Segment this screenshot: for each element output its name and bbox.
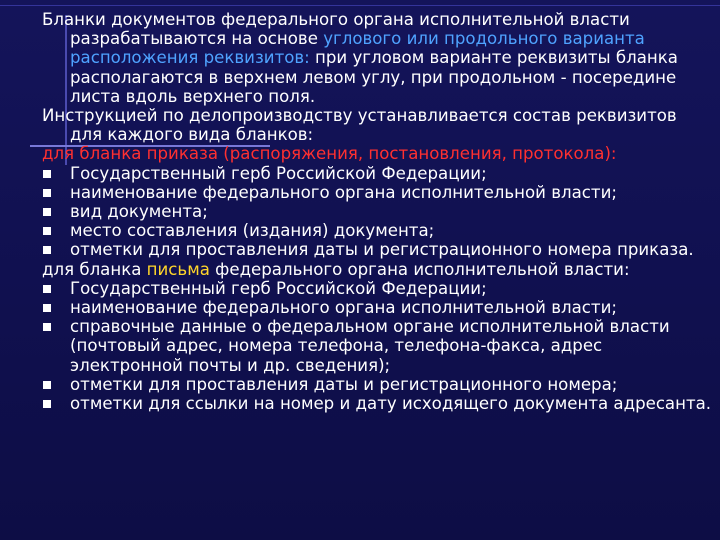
square-bullet-icon (42, 164, 56, 183)
list-item (42, 183, 712, 202)
intro-text-part2: при угловом варианте реквизиты бланка располагаются в верхнем левом углу, при продольном - посередине листа вдоль верхнего поля. (70, 48, 678, 106)
list-item-text: справочные данные о федеральном органе исполнительной власти (почтовый адрес, номера телефона, телефона-факса, адрес электронной почты и др. сведения); (70, 317, 670, 375)
list-item-text: наименование федерального органа исполнительной власти; (70, 298, 617, 318)
square-bullet-icon (42, 240, 56, 259)
square-bullet-icon (42, 279, 56, 298)
list-item (42, 164, 712, 183)
square-bullet-icon (42, 298, 56, 317)
slide-content (42, 10, 712, 413)
letter-blank-heading (42, 260, 712, 279)
letter-heading-suffix: федерального органа исполнительной власти: (209, 259, 630, 279)
list-item-text: отметки для проставления даты и регистрационного номера; (70, 374, 618, 394)
square-bullet-icon (42, 202, 56, 221)
list-item (42, 202, 712, 221)
intro-paragraph (42, 10, 712, 106)
list-item (42, 317, 712, 375)
square-bullet-icon (42, 317, 56, 336)
list-item (42, 240, 712, 259)
square-bullet-icon (42, 394, 56, 413)
list-item-text: Государственный герб Российской Федерации; (70, 278, 487, 298)
list-item-text: отметки для проставления даты и регистрационного номера приказа. (70, 240, 694, 260)
letter-heading-highlight: письма (146, 259, 210, 279)
square-bullet-icon (42, 221, 56, 240)
list-item-text: место составления (издания) документа; (70, 221, 435, 241)
letter-heading-prefix: для бланка (42, 259, 147, 279)
list-item (42, 221, 712, 240)
list-item (42, 279, 712, 298)
intro-highlight: углового или продольного варианта расположения реквизитов: (70, 29, 645, 68)
list-item-text: вид документа; (70, 202, 208, 222)
instruction-paragraph: Инструкцией по делопроизводству устанавливается состав реквизитов для каждого вида бланков: (42, 106, 677, 145)
intro-text-part1: Бланки документов федерального органа исполнительной власти разрабатываются на основе (42, 10, 630, 49)
square-bullet-icon (42, 183, 56, 202)
list-item (42, 375, 712, 394)
square-bullet-icon (42, 375, 56, 394)
list-item-text: наименование федерального органа исполнительной власти; (70, 182, 617, 202)
top-divider (0, 5, 720, 6)
order-blank-heading: для бланка приказа (распоряжения, постановления, протокола): (42, 144, 617, 164)
list-item-text: отметки для ссылки на номер и дату исходящего документа адресанта. (70, 394, 712, 414)
list-item (42, 298, 712, 317)
list-item (42, 394, 712, 413)
list-item-text: Государственный герб Российской Федерации; (70, 163, 487, 183)
